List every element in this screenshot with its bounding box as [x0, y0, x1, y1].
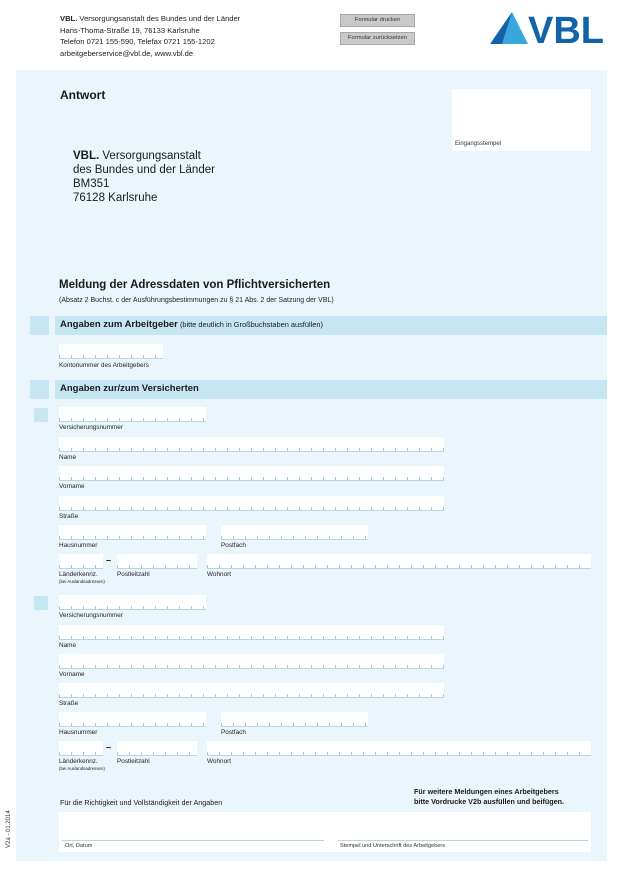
employer-account-label: Kontonummer des Arbeitgebers — [59, 362, 149, 369]
insured-2-name-input[interactable] — [59, 625, 444, 640]
insured-2-country-note: (bei Auslandsadressen) — [59, 766, 105, 771]
employer-title-note: (bitte deutlich in Großbuchstaben ausfüllen) — [177, 320, 323, 329]
recipient-line1: Versorgungsanstalt — [99, 150, 201, 162]
insured-2-first-name-label: Vorname — [59, 671, 85, 678]
insured-1-city-label: Wohnort — [207, 571, 232, 578]
logo-text: VBL — [528, 10, 604, 46]
insured-section-title: Angaben zur/zum Versicherten — [60, 383, 199, 394]
insured-2-house-number-input[interactable] — [59, 712, 206, 727]
insured-2-city-label: Wohnort — [207, 758, 232, 765]
employer-account-input[interactable] — [59, 344, 163, 359]
insured-2-country-code-input[interactable] — [59, 741, 103, 756]
insured-2-country-code-label: Länderkennz. — [59, 758, 98, 765]
confirmation-text: Für die Richtigkeit und Vollständigkeit der Angaben — [60, 798, 223, 807]
signature-line — [338, 840, 588, 841]
insured-1-po-box-input[interactable] — [221, 525, 368, 540]
insured-2-first-name-input[interactable] — [59, 654, 444, 669]
insured-1-country-code-input[interactable] — [59, 554, 103, 569]
insured-2-street-label: Straße — [59, 700, 79, 707]
reset-form-button[interactable]: Formular zurücksetzen — [340, 32, 415, 45]
insured-2-insurance-number-input[interactable] — [59, 595, 206, 610]
vbl-logo — [488, 10, 608, 46]
section-marker-employer — [30, 316, 49, 335]
insured-1-street-input[interactable] — [59, 496, 444, 511]
insured-2-dash: – — [106, 742, 112, 752]
insured-2-name-label: Name — [59, 642, 77, 649]
insured-1-name-input[interactable] — [59, 437, 444, 452]
insured-1-po-box-label: Postfach — [221, 542, 246, 549]
insured-1-dash: – — [106, 555, 112, 565]
receipt-stamp-label: Eingangsstempel — [455, 141, 502, 147]
insured-1-insurance-number-label: Versicherungsnummer — [59, 424, 123, 431]
insured-2-city-input[interactable] — [207, 741, 591, 756]
recipient-line2: des Bundes und der Länder — [73, 164, 215, 176]
insured-1-insurance-number-input[interactable] — [59, 407, 206, 422]
date-label: Ort, Datum — [65, 843, 93, 849]
recipient-address — [73, 149, 215, 205]
signature-label: Stempel und Unterschrift des Arbeitgebers — [340, 843, 446, 849]
insured-1-name-label: Name — [59, 454, 77, 461]
additional-forms-note — [414, 787, 564, 807]
insured-2-po-box-input[interactable] — [221, 712, 368, 727]
form-version: V2a - 01.2014 — [6, 810, 12, 848]
insured-1-house-number-label: Hausnummer — [59, 542, 98, 549]
insured-2-postal-code-input[interactable] — [117, 741, 197, 756]
form-title: Meldung der Adressdaten von Pflichtversicherten — [59, 279, 331, 291]
antwort-heading: Antwort — [60, 88, 106, 102]
org-street: Hans-Thoma-Straße 19, 76133 Karlsruhe — [60, 25, 200, 35]
signature-box[interactable] — [59, 812, 591, 852]
additional-forms-note-line1: Für weitere Meldungen eines Arbeitgebers — [414, 787, 559, 796]
recipient-line3: BM351 — [73, 178, 110, 190]
org-phone: Telefon 0721 155-590, Telefax 0721 155-1202 — [60, 37, 215, 47]
insured-2-po-box-label: Postfach — [221, 729, 246, 736]
insured-1-street-label: Straße — [59, 513, 79, 520]
insured-2-street-input[interactable] — [59, 683, 444, 698]
recipient-line4: 76128 Karlsruhe — [73, 192, 158, 204]
section-marker-insured — [30, 380, 49, 399]
org-name: Versorgungsanstalt des Bundes und der Länder — [77, 14, 241, 23]
insured-1-country-note: (bei Auslandsadressen) — [59, 579, 105, 584]
insured-1-house-number-input[interactable] — [59, 525, 206, 540]
sender-address — [60, 13, 240, 59]
insured-2-postal-code-label: Postleitzahl — [117, 758, 150, 765]
insured-1-first-name-input[interactable] — [59, 466, 444, 481]
recipient-bold: VBL. — [73, 150, 100, 162]
org-web: arbeitgeberservice@vbl.de, www.vbl.de — [60, 48, 194, 58]
insured-1-city-input[interactable] — [207, 554, 591, 569]
additional-forms-note-line2: bitte Vordrucke V2b ausfüllen und beifügen. — [414, 797, 565, 806]
insured-1-checkbox[interactable] — [34, 408, 48, 422]
insured-2-checkbox[interactable] — [34, 596, 48, 610]
insured-2-insurance-number-label: Versicherungsnummer — [59, 612, 123, 619]
print-form-button[interactable]: Formular drucken — [340, 14, 415, 27]
date-line — [62, 840, 324, 841]
employer-title-text: Angaben zum Arbeitgeber — [60, 319, 178, 330]
form-subtitle: (Absatz 2 Buchst. c der Ausführungsbestimmungen zu § 21 Abs. 2 der Satzung der VBL) — [59, 297, 334, 304]
insured-1-first-name-label: Vorname — [59, 483, 85, 490]
insured-1-postal-code-input[interactable] — [117, 554, 197, 569]
insured-1-country-code-label: Länderkennz. — [59, 571, 98, 578]
employer-section-title — [60, 319, 323, 330]
org-name-bold: VBL. — [60, 14, 78, 23]
insured-1-postal-code-label: Postleitzahl — [117, 571, 150, 578]
insured-2-house-number-label: Hausnummer — [59, 729, 98, 736]
